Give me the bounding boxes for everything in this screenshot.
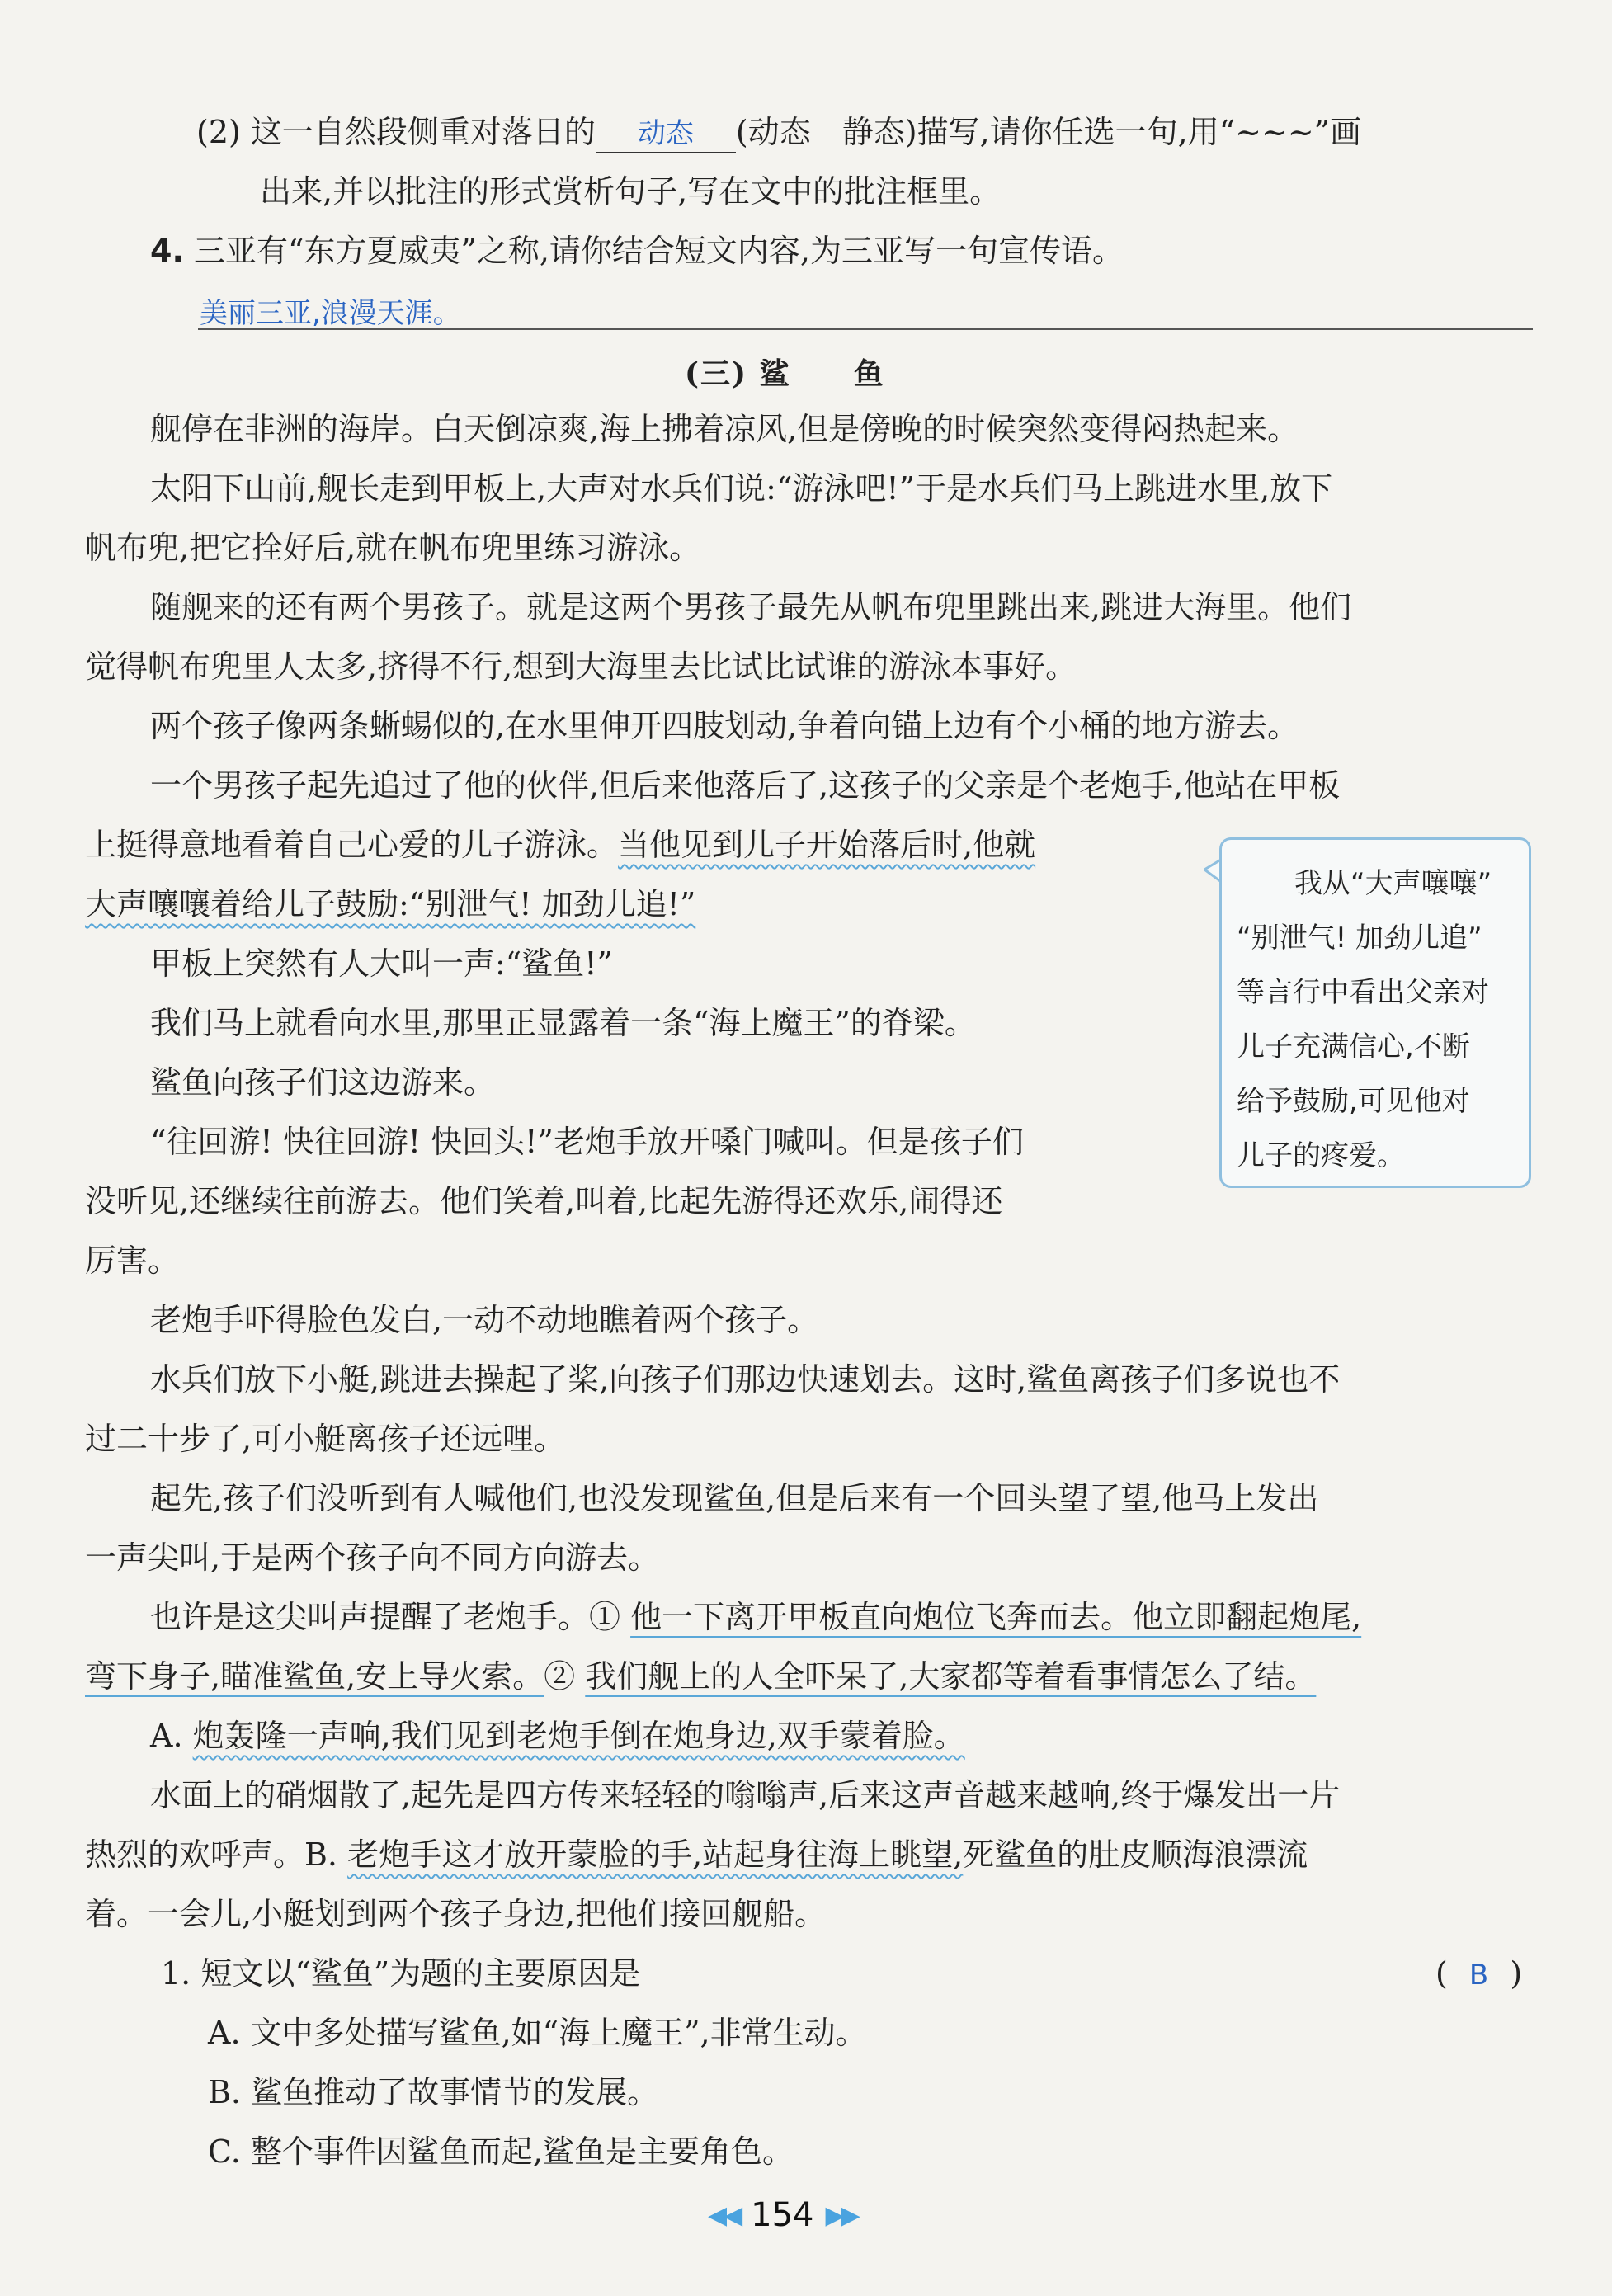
wavy-underlined-sentence: 当他见到儿子开始落后时,他就 bbox=[618, 827, 1036, 863]
paragraph-12-line1: 起先,孩子们没听到有人喊他们,也没发现鲨鱼,但是后来有一个回头望了望,他马上发出 bbox=[150, 1480, 1319, 1516]
annotation-box bbox=[1219, 837, 1531, 1188]
left-arrows-icon: ◀◀ bbox=[708, 2200, 740, 2230]
question-number: 4. bbox=[150, 233, 184, 269]
paragraph-12-line2: 一声尖叫,于是两个孩子向不同方向游去。 bbox=[85, 1539, 660, 1576]
page-footer bbox=[708, 2196, 857, 2234]
underlined-sentence-1: 他一下离开甲板直向炮位飞奔而去。他立即翻起炮尾, bbox=[630, 1599, 1362, 1635]
underlined-sentence-1-cont: 弯下身子,瞄准鲨鱼,安上导火索。 bbox=[85, 1658, 544, 1695]
answer-line bbox=[198, 328, 1533, 330]
wavy-underlined-sentence-a: 炮轰隆一声响,我们见到老炮手倒在炮身边,双手蒙着脸。 bbox=[192, 1718, 965, 1754]
annotation-line: 我从“大声嚷嚷” bbox=[1294, 867, 1492, 900]
underlined-sentence-2: 我们舰上的人全吓呆了,大家都等着看事情怎么了结。 bbox=[585, 1658, 1317, 1695]
paragraph-5-line2: 上挺得意地看着自己心爱的儿子游泳。当他见到儿子开始落后时,他就 bbox=[85, 827, 1036, 863]
paragraph-10: 老炮手吓得脸色发白,一动不动地瞧着两个孩子。 bbox=[150, 1302, 819, 1338]
paragraph-2-line2: 帆布兜,把它拴好后,就在帆布兜里练习游泳。 bbox=[85, 530, 701, 566]
paragraph-1: 舰停在非洲的海岸。白天倒凉爽,海上拂着凉风,但是傍晚的时候突然变得闷热起来。 bbox=[150, 411, 1299, 447]
paragraph-5-line3 bbox=[85, 886, 695, 924]
paragraph-13-line2: 弯下身子,瞄准鲨鱼,安上导火索。② 我们舰上的人全吓呆了,大家都等着看事情怎么了结。 bbox=[85, 1658, 1317, 1695]
handwritten-answer: 动态 bbox=[637, 117, 694, 150]
paragraph-4: 两个孩子像两条蜥蜴似的,在水里伸开四肢划动,争着向锚上边有个小桶的地方游去。 bbox=[150, 708, 1299, 744]
annotation-line: 给予鼓励,可见他对 bbox=[1237, 1085, 1470, 1118]
paragraph-15-line3: 着。一会儿,小艇划到两个孩子身边,把他们接回舰船。 bbox=[85, 1896, 827, 1932]
paragraph-13-line1: 也许是这尖叫声提醒了老炮手。① 他一下离开甲板直向炮位飞奔而去。他立即翻起炮尾, bbox=[150, 1599, 1362, 1635]
right-arrows-icon: ▶▶ bbox=[825, 2200, 857, 2230]
wavy-underlined-sentence: 大声嚷嚷着给儿子鼓励:“别泄气! 加劲儿追!” bbox=[85, 886, 696, 922]
annotation-line: 儿子的疼爱。 bbox=[1237, 1139, 1405, 1172]
option-c: C. 整个事件因鲨鱼而起,鲨鱼是主要角色。 bbox=[208, 2133, 794, 2170]
paragraph-15-line2: 热烈的欢呼声。B. 老炮手这才放开蒙脸的手,站起身往海上眺望,死鲨鱼的肚皮顺海浪漂流 bbox=[85, 1836, 1308, 1873]
option-b: B. 鲨鱼推动了故事情节的发展。 bbox=[208, 2074, 659, 2110]
paragraph-14: A. 炮轰隆一声响,我们见到老炮手倒在炮身边,双手蒙着脸。 bbox=[150, 1718, 965, 1754]
annotation-line: “别泄气! 加劲儿追” bbox=[1237, 922, 1482, 955]
question-1-answer: B bbox=[1468, 1959, 1489, 1992]
paragraph-5-line1: 一个男孩子起先追过了他的伙伴,但后来他落后了,这孩子的父亲是个老炮手,他站在甲板 bbox=[150, 767, 1341, 804]
annotation-line: 等言行中看出父亲对 bbox=[1237, 976, 1489, 1009]
paragraph-6: 甲板上突然有人大叫一声:“鲨鱼!” bbox=[150, 945, 613, 982]
paragraph-3-line2: 觉得帆布兜里人太多,挤得不行,想到大海里去比试比试谁的游泳本事好。 bbox=[85, 648, 1077, 685]
annotation-line: 儿子充满信心,不断 bbox=[1237, 1030, 1470, 1063]
paragraph-11-line1: 水兵们放下小艇,跳进去操起了桨,向孩子们那边快速划去。这时,鲨鱼离孩子们多说也不 bbox=[150, 1361, 1341, 1398]
question-4 bbox=[150, 233, 1124, 271]
paragraph-9-line2: 没听见,还继续往前游去。他们笑着,叫着,比起先游得还欢乐,闹得还 bbox=[85, 1183, 1003, 1219]
wavy-underlined-sentence-b: 老炮手这才放开蒙脸的手,站起身往海上眺望, bbox=[347, 1836, 964, 1873]
question-2-line1: (2) 这一自然段侧重对落日的 动态 (动态 静态)描写,请你任选一句,用“~~~”画 bbox=[196, 114, 1361, 153]
question-1-stem: 1. 短文以“鲨鱼”为题的主要原因是 bbox=[161, 1955, 641, 1992]
answer-parentheses: ( B ) bbox=[1435, 1955, 1523, 1992]
paragraph-9-line1: “往回游! 快往回游! 快回头!”老炮手放开嗓门喊叫。但是孩子们 bbox=[150, 1124, 1024, 1160]
option-a: A. 文中多处描写鲨鱼,如“海上魔王”,非常生动。 bbox=[208, 2015, 867, 2051]
paragraph-3-line1: 随舰来的还有两个男孩子。就是这两个男孩子最先从帆布兜里跳出来,跳进大海里。他们 bbox=[150, 589, 1352, 625]
page-number: 154 bbox=[751, 2196, 814, 2234]
paragraph-8: 鲨鱼向孩子们这边游来。 bbox=[150, 1064, 496, 1101]
question-text: 三亚有“东方夏威夷”之称,请你结合短文内容,为三亚写一句宣传语。 bbox=[193, 233, 1124, 269]
paragraph-15-line1: 水面上的硝烟散了,起先是四方传来轻轻的嗡嗡声,后来这声音越来越响,终于爆发出一片 bbox=[150, 1777, 1341, 1813]
answer-blank bbox=[596, 114, 736, 153]
paragraph-2-line1: 太阳下山前,舰长走到甲板上,大声对水兵们说:“游泳吧!”于是水兵们马上跳进水里,放下 bbox=[150, 470, 1333, 507]
paragraph-9-line3: 厉害。 bbox=[85, 1242, 180, 1279]
paragraph-7: 我们马上就看向水里,那里正显露着一条“海上魔王”的脊梁。 bbox=[150, 1005, 976, 1041]
section-title: (三) 鲨 鱼 bbox=[685, 356, 885, 391]
question-4-answer: 美丽三亚,浪漫天涯。 bbox=[200, 297, 461, 330]
question-2-line2: 出来,并以批注的形式赏析句子,写在文中的批注框里。 bbox=[260, 173, 1002, 210]
paragraph-11-line2: 过二十步了,可小艇离孩子还远哩。 bbox=[85, 1421, 566, 1457]
